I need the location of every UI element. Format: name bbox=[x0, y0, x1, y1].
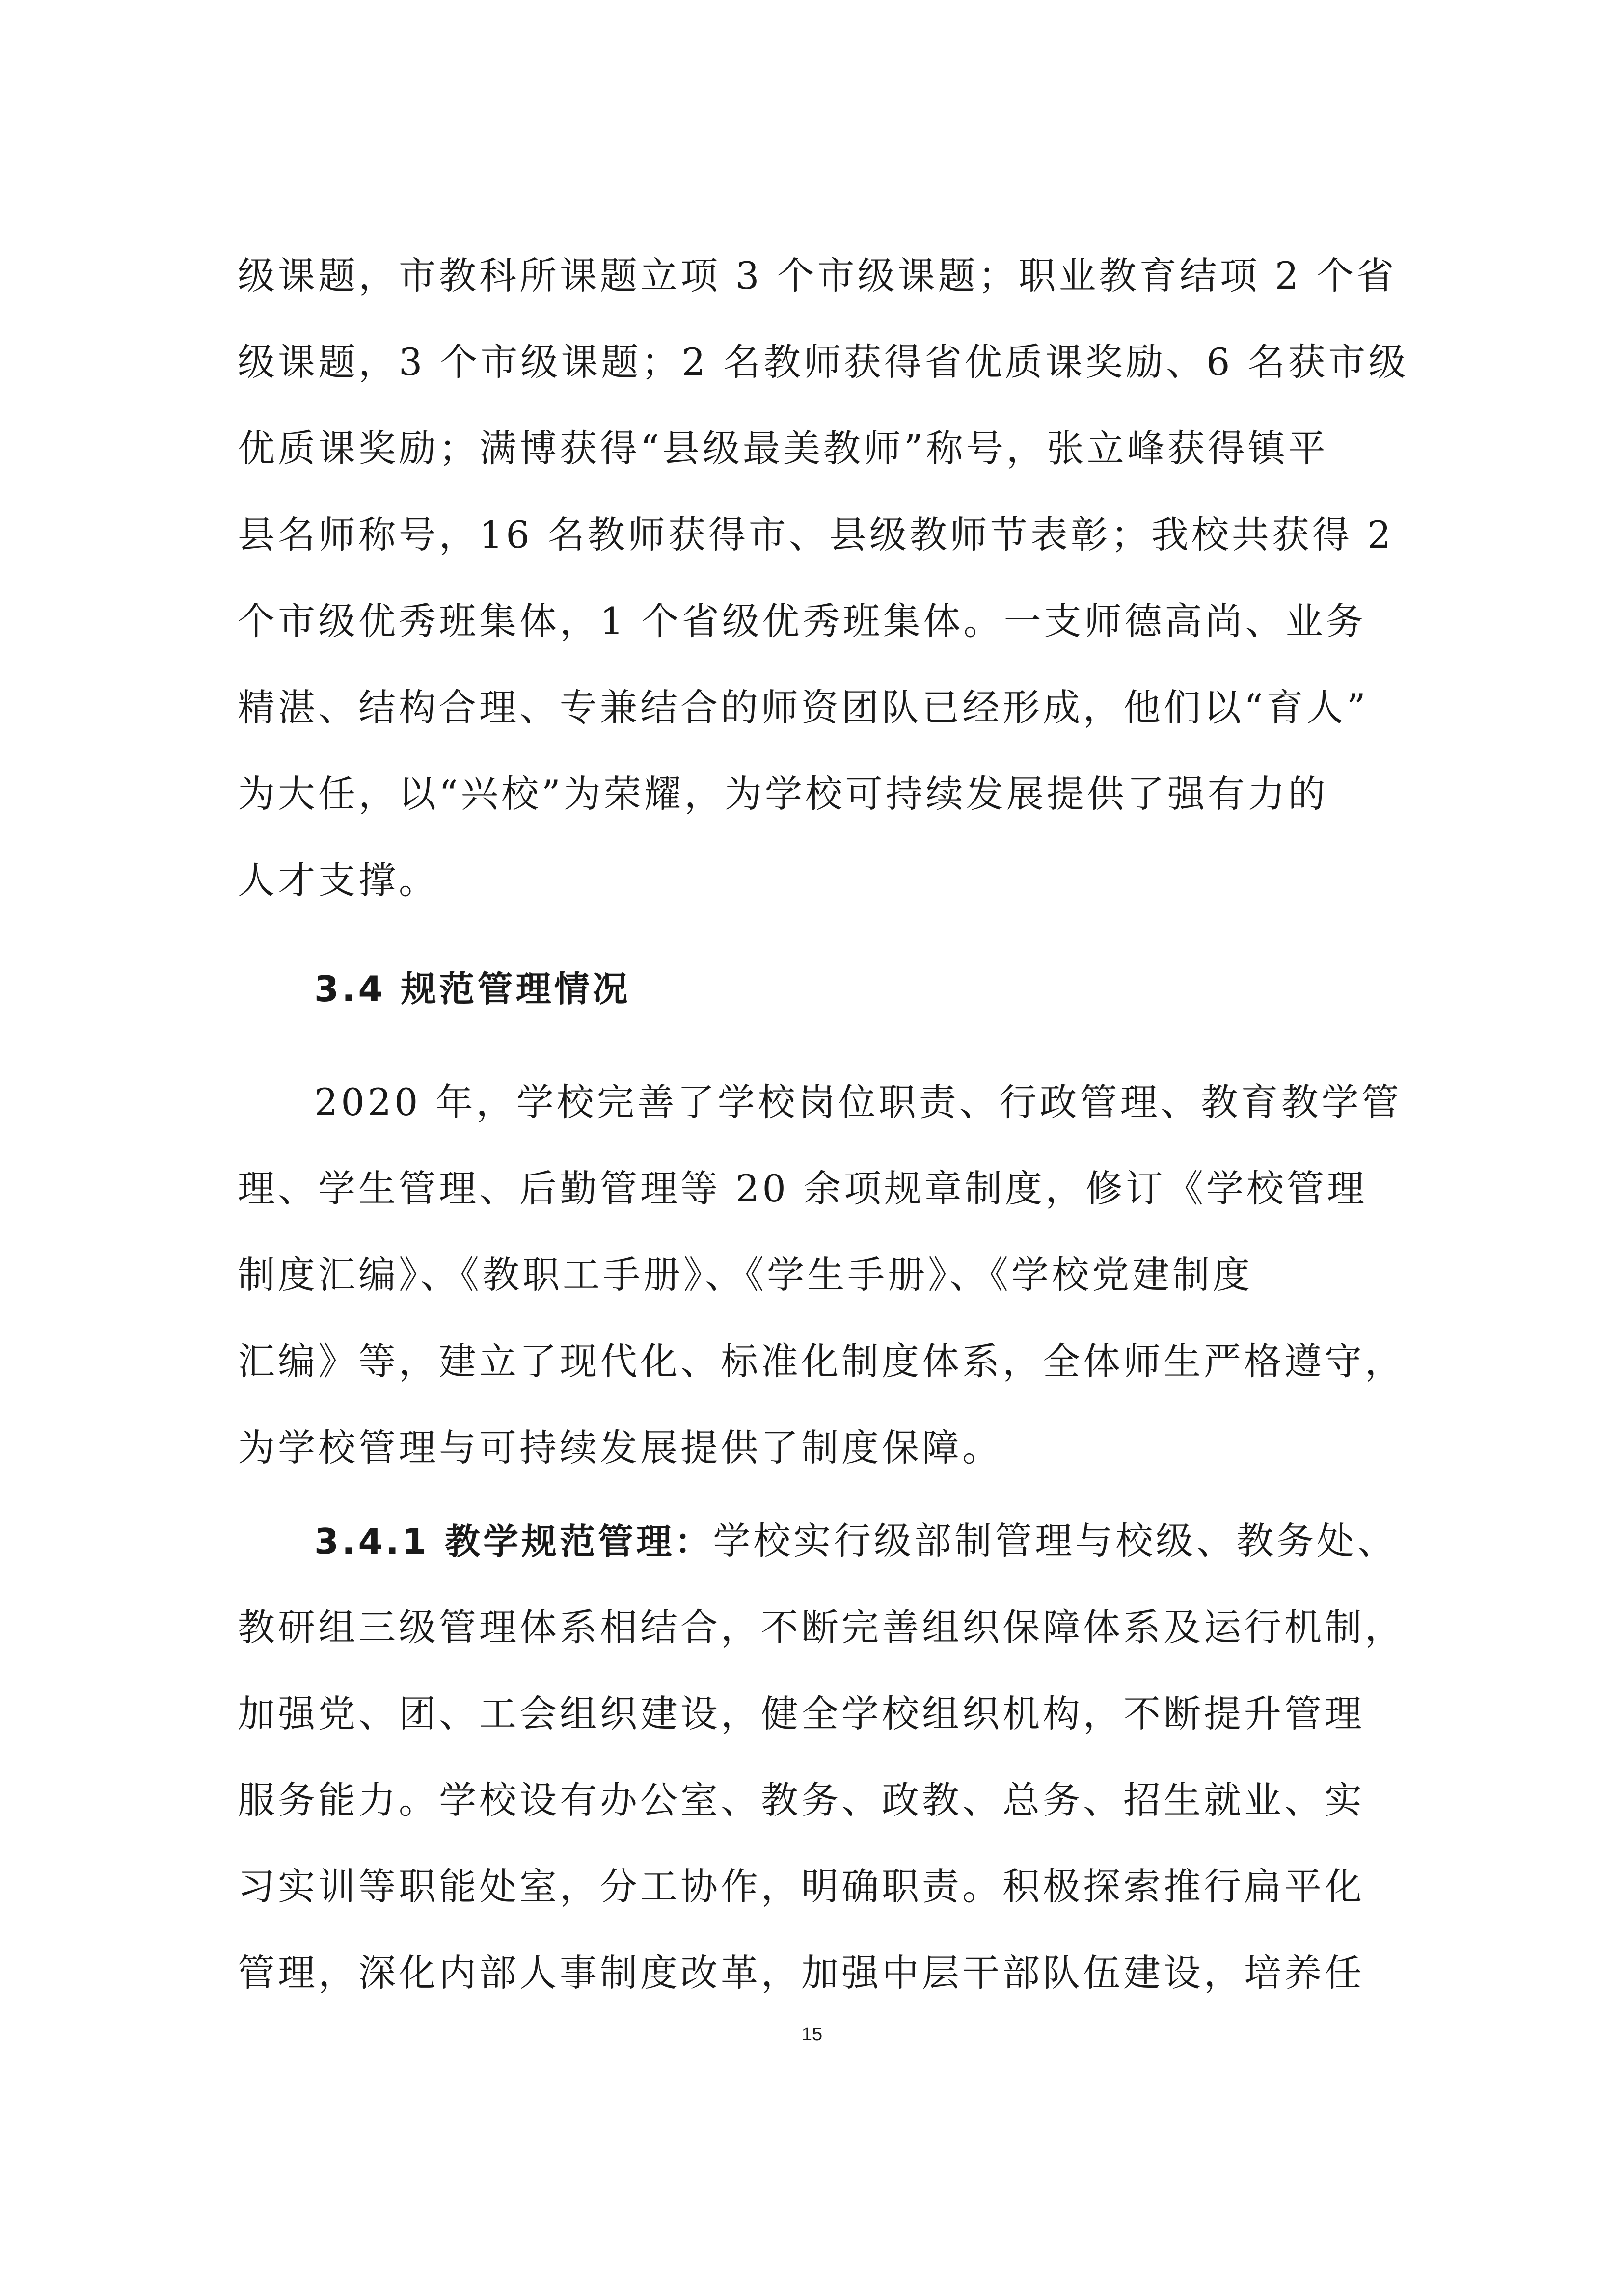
body-text-line: 制度汇编》、《教职工手册》、《学生手册》、《学校党建制度 bbox=[238, 1253, 1253, 1297]
body-text-line: 管理，深化内部人事制度改革，加强中层干部队伍建设，培养任 bbox=[238, 1951, 1365, 1995]
page-number: 15 bbox=[801, 2024, 823, 2045]
body-text-line: 优质课奖励；满博获得“县级最美教师”称号，张立峰获得镇平 bbox=[238, 427, 1328, 470]
body-text-line: 县名师称号，16 名教师获得市、县级教师节表彰；我校共获得 2 bbox=[238, 513, 1394, 557]
body-text-line: 习实训等职能处室，分工协作，明确职责。积极探索推行扁平化 bbox=[238, 1865, 1365, 1908]
subsection-heading: 3.4.1 教学规范管理： bbox=[314, 1521, 713, 1562]
body-text-line: 人才支撑。 bbox=[238, 858, 439, 902]
body-text-line: 加强党、团、工会组织建设，健全学校组织机构，不断提升管理 bbox=[238, 1692, 1365, 1735]
body-text: 学校实行级部制管理与校级、教务处、 bbox=[713, 1519, 1398, 1563]
body-text-line: 2020 年，学校完善了学校岗位职责、行政管理、教育教学管 bbox=[314, 1080, 1402, 1124]
section-heading: 3.4 规范管理情况 bbox=[314, 968, 631, 1010]
body-text-line: 级课题，3 个市级课题；2 名教师获得省优质课奖励、6 名获市级 bbox=[238, 340, 1409, 384]
body-text-line: 级课题，市教科所课题立项 3 个市级课题；职业教育结项 2 个省 bbox=[238, 254, 1397, 297]
body-text-line: 教研组三级管理体系相结合，不断完善组织保障体系及运行机制， bbox=[238, 1605, 1405, 1649]
body-text-line: 为大任，以“兴校”为荣耀，为学校可持续发展提供了强有力的 bbox=[238, 772, 1328, 816]
body-text-line: 个市级优秀班集体，1 个省级优秀班集体。一支师德高尚、业务 bbox=[238, 599, 1366, 643]
body-text-line: 精湛、结构合理、专兼结合的师资团队已经形成，他们以“育人” bbox=[238, 686, 1369, 729]
body-text-line: 汇编》等，建立了现代化、标准化制度体系，全体师生严格遵守， bbox=[238, 1339, 1405, 1383]
subsection-first-line bbox=[314, 1517, 1397, 1566]
body-text-line: 为学校管理与可持续发展提供了制度保障。 bbox=[238, 1426, 1002, 1469]
body-text-line: 理、学生管理、后勤管理等 20 余项规章制度，修订《学校管理 bbox=[238, 1167, 1368, 1210]
body-text-line: 服务能力。学校设有办公室、教务、政教、总务、招生就业、实 bbox=[238, 1778, 1365, 1822]
